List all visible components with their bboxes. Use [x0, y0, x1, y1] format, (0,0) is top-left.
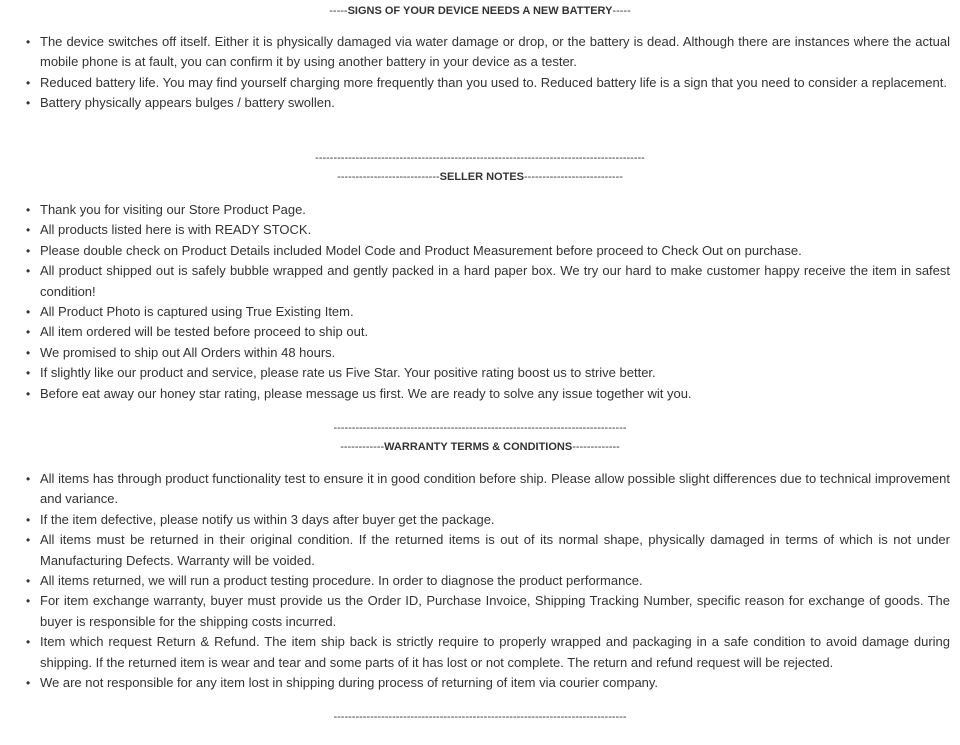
warranty-section-heading — [0, 440, 960, 454]
seller-heading-prefix: ---------------------------- — [337, 171, 440, 183]
list-item: • We promised to ship out All Orders within 48 hours. — [26, 343, 950, 363]
warranty-heading-title: WARRANTY TERMS & CONDITIONS — [384, 441, 573, 453]
list-item: • All product shipped out is safely bubble wrapped and gently packed in a hard paper box. We try our hard to make customer happy receive the item in safest condition! — [26, 261, 950, 302]
seller-notes-list — [26, 200, 950, 404]
list-item: • For item exchange warranty, buyer must provide us the Order ID, Purchase Invoice, Shipping Tracking Number, specific reason for exchange of goods. The buyer is responsible for the shipping costs incurred. — [26, 591, 950, 632]
list-item: • Please double check on Product Details included Model Code and Product Measurement before proceed to Check Out on purchase. — [26, 241, 950, 261]
battery-heading-prefix: ----- — [329, 5, 348, 17]
list-item: • If the item defective, please notify us within 3 days after buyer get the package. — [26, 510, 950, 530]
list-item: • Battery physically appears bulges / battery swollen. — [26, 93, 950, 113]
seller-section-heading — [0, 170, 960, 184]
list-item: • All items returned, we will run a product testing procedure. In order to diagnose the product performance. — [26, 571, 950, 591]
list-item: • All Product Photo is captured using True Existing Item. — [26, 302, 950, 322]
list-item: • Reduced battery life. You may find yourself charging more frequently than you used to. Reduced battery life is a sign that you need to consider a replacement. — [26, 73, 950, 93]
battery-section-heading — [0, 4, 960, 18]
warranty-heading-prefix: ------------ — [340, 441, 385, 453]
warranty-terms-list — [26, 469, 950, 693]
list-item: • The device switches off itself. Either it is physically damaged via water damage or drop, or the battery is dead. Although there are instances where the actual mobile phone is at fault, you can confirm it by using another battery in your device as a tester. — [26, 32, 950, 73]
list-item: • We are not responsible for any item lost in shipping during process of returning of item via courier company. — [26, 673, 950, 693]
list-item: • Before eat away our honey star rating, please message us first. We are ready to solve any issue together wit you. — [26, 384, 950, 404]
battery-heading-title: SIGNS OF YOUR DEVICE NEEDS A NEW BATTERY — [347, 5, 613, 17]
list-item: • All items has through product functionality test to ensure it in good condition before ship. Please allow possible slight differences due to technical improvement and variance. — [26, 469, 950, 510]
list-item: • Thank you for visiting our Store Product Page. — [26, 200, 950, 220]
warranty-separator: -------------------------------------------------------------------------------- — [333, 422, 627, 434]
warranty-heading-suffix: ------------- — [572, 441, 620, 453]
seller-heading-title: SELLER NOTES — [439, 171, 524, 183]
list-item: • If slightly like our product and service, please rate us Five Star. Your positive rating boost us to strive better. — [26, 363, 950, 383]
list-item: • Item which request Return & Refund. The item ship back is strictly require to properly wrapped and packaging in a safe condition to avoid damage during shipping. If the returned item is wear and tear and some parts of it has lost or not complete. The return and refund request will be rejected. — [26, 632, 950, 673]
list-item: • All item ordered will be tested before proceed to ship out. — [26, 322, 950, 342]
list-item: • All products listed here is with READY STOCK. — [26, 220, 950, 240]
seller-separator: ------------------------------------------------------------------------------------------ — [315, 152, 645, 164]
seller-heading-suffix: --------------------------- — [524, 171, 623, 183]
battery-signs-list — [26, 32, 950, 114]
battery-heading-suffix: ----- — [612, 5, 631, 17]
footer-separator: -------------------------------------------------------------------------------- — [333, 711, 627, 723]
list-item: • All items must be returned in their original condition. If the returned items is out of its normal shape, physically damaged in terms of which is not under Manufacturing Defects. Warranty will be voided. — [26, 530, 950, 571]
